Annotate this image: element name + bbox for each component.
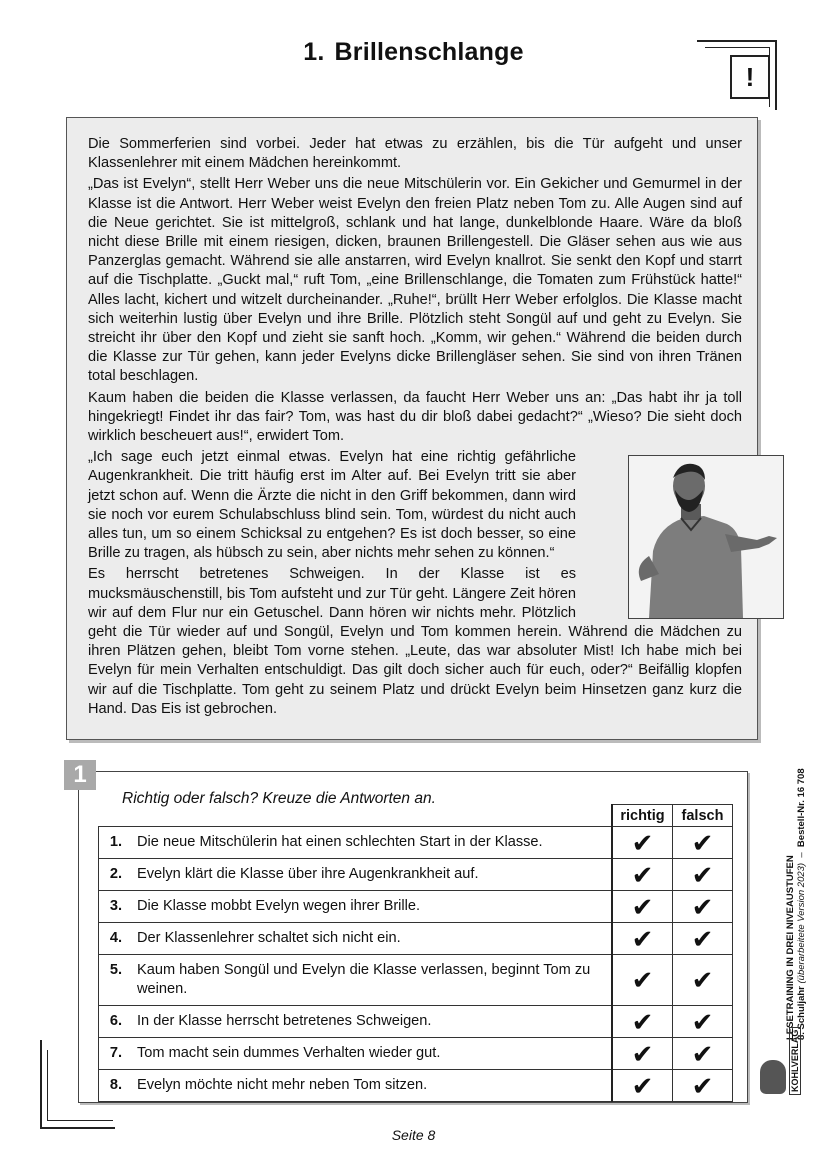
pointing-man-photo: [628, 455, 784, 619]
story-paragraph: Kaum haben die beiden die Klasse verlassen, da faucht Herr Weber uns an: „Das habt ihr ja toll hingekriegt! Findet ihr das fair? Tom, was hast du dir bloß dabei gedacht?“ „Wieso? Die sieht doch wirklich bescheuert aus!“, erwidert Tom.: [88, 389, 742, 445]
checkbox-falsch[interactable]: ✔: [673, 1070, 733, 1102]
question-text: In der Klasse herrscht betretenes Schweigen.: [133, 1006, 612, 1038]
pointing-man-illustration: [629, 456, 783, 618]
publication-sidebar: LESETRAINING IN DREI NIVEAUSTUFEN 8. Schuljahr (überarbeitete Version 2023) – Bestell-Nr. 16 708: [785, 768, 807, 1040]
story-paragraph: „Ich sage euch jetzt einmal etwas. Evelyn hat eine richtig gefährliche Augenkrankheit. Die tritt häufig erst im Alter auf. Bei Evelyn tritt sie aber jetzt schon auf. Wenn die Ärzte die nicht in den Griff bekommen, dann wird sie noch vor eurem Schulabschluss blind sein. Tom, würdest du nicht auch alles tun, um so einem Schicksal zu entgehen? Es ist doch besser, so eine Brille zu tragen, als hübsch zu sein, aber nichts mehr sehen zu können.“: [88, 449, 576, 562]
checkbox-falsch[interactable]: ✔: [673, 1038, 733, 1070]
checkbox-richtig[interactable]: ✔: [612, 923, 673, 955]
corner-line-bottom-1: [40, 1040, 42, 1128]
question-row: [99, 923, 733, 955]
question-number: 6.: [99, 1006, 134, 1038]
corner-line-bottom-3: [47, 1050, 48, 1120]
question-row: [99, 1006, 733, 1038]
question-number: 8.: [99, 1070, 134, 1102]
story-paragraph: Es herrscht betretenes Schweigen. In der Klasse ist es mucksmäuschenstill, bis Tom aufsteht und zur Tür geht. Längere Zeit hören wir auf dem Flur nur ein Getuschel. Dann hören wir nichts mehr. Plötzlich geht die Tür wieder auf und Songül, Evelyn und Tom kommen herein. Während die Mädchen zu ihren Plätzen gehen, bleibt Tom vorne stehen. „Leute, das war absoluter Mist! Ich habe mich bei Evelyn für mein Verhalten entschuldigt. Das gilt doch sicher auch für euch, oder?“ Beifällig klopfen wir auf die Tischplatte. Tom geht zu seinem Platz und drückt Evelyn beim Hinsetzen ganz kurz die Hand. Das Eis ist gebrochen.: [88, 566, 742, 717]
checkbox-falsch[interactable]: ✔: [673, 827, 733, 859]
checkbox-richtig[interactable]: ✔: [612, 1070, 673, 1102]
question-number: 3.: [99, 891, 134, 923]
checkbox-richtig[interactable]: ✔: [612, 859, 673, 891]
question-number: 7.: [99, 1038, 134, 1070]
corner-line-top-2: [775, 40, 777, 110]
question-text: Der Klassenlehrer schaltet sich nicht ein.: [133, 923, 612, 955]
chapter-number: 1.: [303, 38, 325, 66]
edition-note: (überarbeitete Version 2023): [796, 862, 807, 984]
question-number: 2.: [99, 859, 134, 891]
checkbox-falsch[interactable]: ✔: [673, 955, 733, 1006]
checkbox-richtig[interactable]: ✔: [612, 1006, 673, 1038]
question-row: [99, 1070, 733, 1102]
publisher-name: KOHLVERLAG: [789, 1027, 801, 1095]
question-row: [99, 891, 733, 923]
question-row: [99, 827, 733, 859]
checkbox-falsch[interactable]: ✔: [673, 859, 733, 891]
story-paragraph: Die Sommerferien sind vorbei. Jeder hat etwas zu erzählen, bis die Tür aufgeht und unser Klassenlehrer mit einem Mädchen hereinkommt.: [88, 136, 742, 172]
question-text: Evelyn möchte nicht mehr neben Tom sitzen.: [133, 1070, 612, 1102]
checkbox-richtig[interactable]: ✔: [612, 1038, 673, 1070]
grade-label: 8. Schuljahr: [796, 986, 807, 1040]
question-text: Die Klasse mobbt Evelyn wegen ihrer Brille.: [133, 891, 612, 923]
table-header-row: [99, 805, 733, 827]
column-header-richtig: richtig: [612, 805, 673, 827]
question-text: Die neue Mitschülerin hat einen schlechten Start in der Klasse.: [133, 827, 612, 859]
exclamation-icon: !: [730, 55, 770, 99]
story-text: [88, 135, 742, 721]
column-header-falsch: falsch: [673, 805, 733, 827]
checkbox-falsch[interactable]: ✔: [673, 891, 733, 923]
question-row: [99, 955, 733, 1006]
page-title: [0, 38, 827, 67]
question-text: Evelyn klärt die Klasse über ihre Augenkrankheit auf.: [133, 859, 612, 891]
question-number: 4.: [99, 923, 134, 955]
question-row: [99, 859, 733, 891]
story-box: [66, 117, 758, 740]
question-text: Kaum haben Songül und Evelyn die Klasse verlassen, beginnt Tom zu weinen.: [133, 955, 612, 1006]
publisher-logo-icon: [760, 1060, 786, 1094]
checkbox-falsch[interactable]: ✔: [673, 923, 733, 955]
corner-line-bottom-4: [47, 1120, 113, 1121]
story-paragraph: „Das ist Evelyn“, stellt Herr Weber uns die neue Mitschülerin vor. Ein Gekicher und Gemurmel in der Klasse ist die Antwort. Herr Weber weist Evelyn den freien Platz neben Tom zu. Alle Augen sind auf die Neue gerichtet. Sie ist mittelgroß, schlank und hat lange, dunkelblonde Haare. Wäre da bloß nicht diese Brille mit einem riesigen, dicken, braunen Brillengestell. Die Gläser sehen aus wie aus Panzerglas gemacht. Während sie alle anstarren, wird Evelyn knallrot. Sie senkt den Kopf und starrt auf die Tischplatte. „Guckt mal,“ ruft Tom, „eine Brillenschlange, die Tomaten zum Frühstück hatte!“ Alles lacht, kichert und witzelt durcheinander. „Ruhe!“, brüllt Herr Weber erfolglos. Die Klasse macht sich weiterhin lustig über Evelyn und ihre Brille. Plötzlich steht Songül auf und geht zu Evelyn. Sie streicht ihr über den Kopf und zieht sie sanft hoch. „Komm, wir gehen.“ Während die beiden durch die Klasse zur Tür gehen, kann jeder Evelyns dicke Brillengläser sehen. Sie sind von ihren Tränen total beschlagen.: [88, 176, 742, 385]
question-text: Tom macht sein dummes Verhalten wieder gut.: [133, 1038, 612, 1070]
checkbox-falsch[interactable]: ✔: [673, 1006, 733, 1038]
answer-table: [98, 804, 733, 1102]
exercise-instruction: Richtig oder falsch? Kreuze die Antworten an.: [122, 790, 436, 807]
question-number: 1.: [99, 827, 134, 859]
question-number: 5.: [99, 955, 134, 1006]
corner-line-top-1: [697, 40, 777, 42]
checkbox-richtig[interactable]: ✔: [612, 955, 673, 1006]
chapter-title: Brillenschlange: [334, 38, 524, 66]
series-title: LESETRAINING IN DREI NIVEAUSTUFEN: [785, 855, 796, 1040]
page-number: Seite 8: [391, 1127, 436, 1143]
checkbox-richtig[interactable]: ✔: [612, 891, 673, 923]
checkbox-richtig[interactable]: ✔: [612, 827, 673, 859]
corner-line-top-3: [705, 47, 770, 48]
question-row: [99, 1038, 733, 1070]
exercise-number: 1: [64, 760, 96, 790]
order-number: Bestell-Nr. 16 708: [796, 768, 807, 848]
